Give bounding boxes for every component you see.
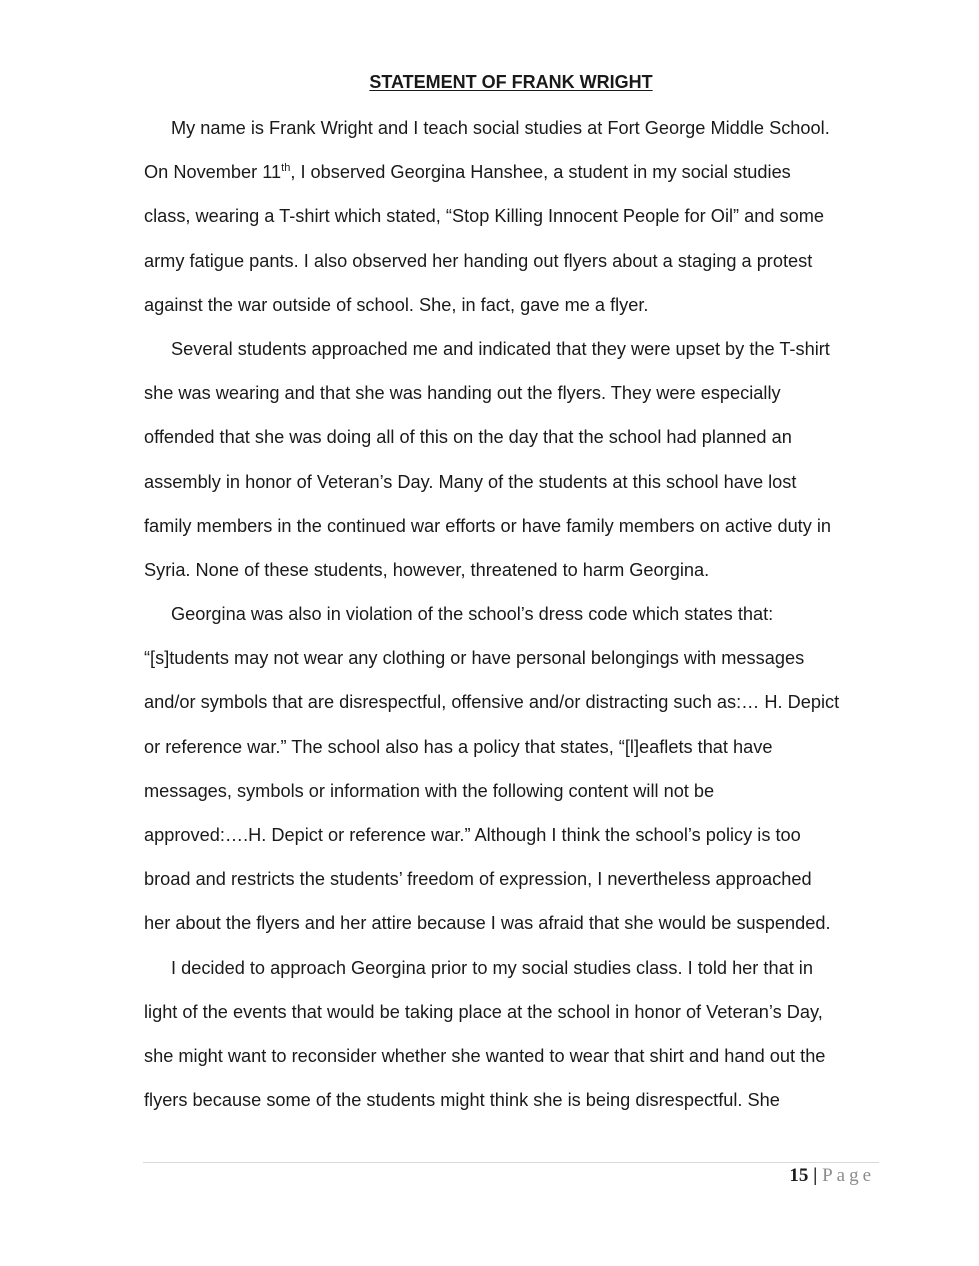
paragraph-line: class, wearing a T-shirt which stated, “Stop Killing Innocent People for Oil” and some: [144, 206, 825, 227]
paragraph-line: [144, 150, 884, 194]
statement-body: [144, 106, 884, 1122]
paragraph-line: against the war outside of school. She, in fact, gave me a flyer.: [144, 294, 649, 315]
paragraph-line: or reference war.” The school also has a policy that states, “[l]eaflets that have: [144, 736, 773, 757]
ordinal-suffix: th: [281, 162, 291, 175]
paragraph-line: Georgina was also in violation of the school’s dress code which states that:: [171, 604, 774, 625]
date-text: On November 11: [144, 162, 282, 183]
page-separator: |: [813, 1165, 818, 1186]
page-title: STATEMENT OF FRANK WRIGHT: [369, 72, 653, 92]
page-label: Page: [822, 1165, 875, 1186]
page-number: 15: [789, 1165, 809, 1186]
paragraph-line: she might want to reconsider whether she wanted to wear that shirt and hand out the: [144, 1045, 826, 1066]
page-footer: [789, 1164, 875, 1188]
paragraph-line: family members in the continued war efforts or have family members on active duty in: [144, 515, 832, 536]
paragraph-line: broad and restricts the students’ freedom of expression, I nevertheless approached: [144, 869, 812, 890]
line-continuation: , I observed Georgina Hanshee, a student in my social studies: [290, 162, 791, 183]
paragraph-line: assembly in honor of Veteran’s Day. Many of the students at this school have lost: [144, 471, 797, 492]
paragraph-line: Several students approached me and indicated that they were upset by the T-shirt: [171, 338, 830, 359]
paragraph-line: her about the flyers and her attire because I was afraid that she would be suspended.: [144, 913, 831, 934]
footer-divider: [143, 1162, 879, 1163]
paragraph-line: light of the events that would be taking place at the school in honor of Veteran’s Day,: [144, 1001, 823, 1022]
paragraph-line: messages, symbols or information with the following content will not be: [144, 780, 715, 801]
paragraph-line: she was wearing and that she was handing out the flyers. They were especially: [144, 383, 781, 404]
paragraph-line: army fatigue pants. I also observed her handing out flyers about a staging a protest: [144, 250, 813, 271]
paragraph-line: offended that she was doing all of this on the day that the school had planned an: [144, 427, 792, 448]
paragraph-line: flyers because some of the students might think she is being disrespectful. She: [144, 1090, 780, 1111]
paragraph-line: Syria. None of these students, however, threatened to harm Georgina.: [144, 559, 710, 580]
paragraph-line: My name is Frank Wright and I teach social studies at Fort George Middle School.: [171, 118, 830, 138]
paragraph-line: and/or symbols that are disrespectful, offensive and/or distracting such as:… H. Depict: [144, 692, 840, 713]
paragraph-line: I decided to approach Georgina prior to my social studies class. I told her that in: [171, 957, 813, 978]
paragraph-line: “[s]tudents may not wear any clothing or have personal belongings with messages: [144, 648, 805, 669]
paragraph-line: approved:….H. Depict or reference war.” Although I think the school’s policy is too: [144, 825, 801, 845]
